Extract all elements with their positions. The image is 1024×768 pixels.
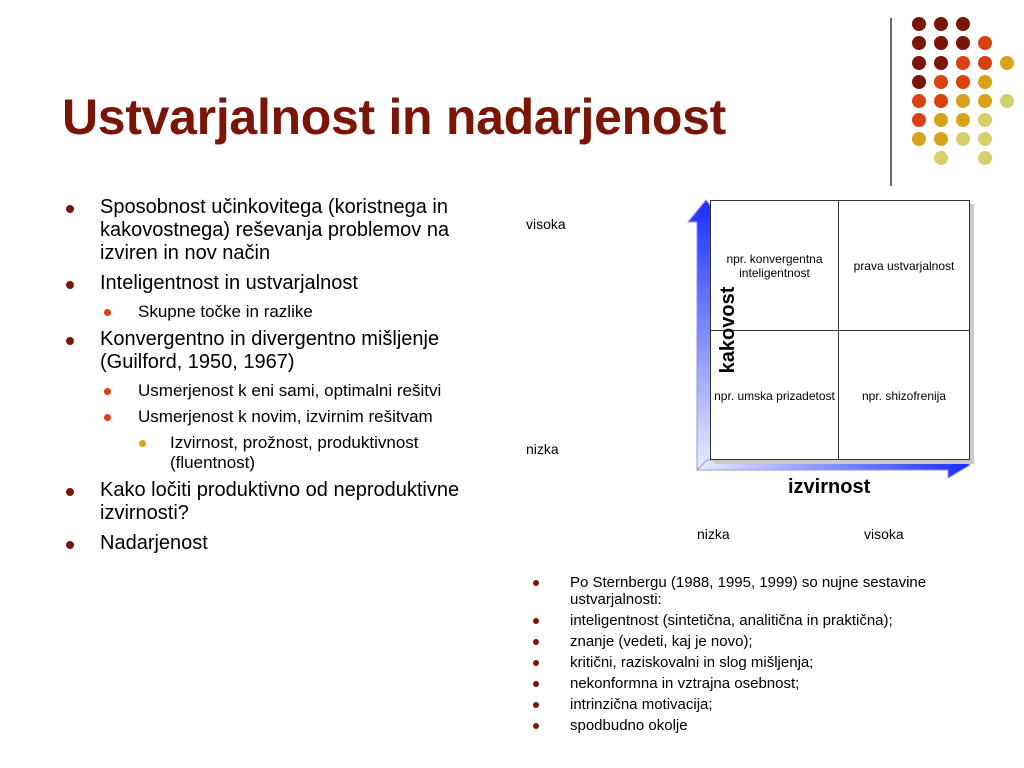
y-high-label: visoka xyxy=(526,216,566,232)
sternberg-bullet: Po Sternbergu (1988, 1995, 1999) so nujne sestavine ustvarjalnosti: xyxy=(530,574,1000,608)
bullet-level-3: Izvirnost, prožnost, produktivnost (fluentnost) xyxy=(62,433,502,473)
sternberg-bullet: nekonformna in vztrajna osebnost; xyxy=(530,675,1000,692)
sternberg-bullet: kritični, raziskovalni in slog mišljenja; xyxy=(530,654,1000,671)
bullet-level-1: Inteligentnost in ustvarjalnost xyxy=(62,272,502,295)
bullet-level-2: Skupne točke in razlike xyxy=(62,302,502,322)
sternberg-bullet-list xyxy=(530,574,1000,738)
cell-top-right: prava ustvarjalnost xyxy=(853,258,955,273)
quadrant-grid xyxy=(710,200,970,460)
bullet-level-2: Usmerjenost k novim, izvirnim rešitvam xyxy=(62,407,502,427)
cell-top-left: npr. konvergentna inteligentnost xyxy=(726,251,823,280)
bullet-level-1: Konvergentno in divergentno mišljenje (Guilford, 1950, 1967) xyxy=(62,328,502,374)
y-axis-label: kakovost xyxy=(717,286,739,374)
bullet-level-1: Nadarjenost xyxy=(62,532,502,555)
x-low-label: nizka xyxy=(697,526,730,542)
y-low-label: nizka xyxy=(526,441,559,457)
cell-bottom-left: npr. umska prizadetost xyxy=(714,388,835,403)
cell-bottom-right: npr. shizofrenija xyxy=(861,388,947,403)
sternberg-bullet: spodbudno okolje xyxy=(530,717,1000,734)
bullet-level-1: Sposobnost učinkovitega (koristnega in kakovostnega) reševanja problemov na izviren in nov način xyxy=(62,196,502,265)
x-high-label: visoka xyxy=(864,526,904,542)
slide-title: Ustvarjalnost in nadarjenost xyxy=(62,89,726,145)
sternberg-bullet: znanje (vedeti, kaj je novo); xyxy=(530,633,1000,650)
bullet-level-1: Kako ločiti produktivno od neproduktivne izvirnosti? xyxy=(62,479,502,525)
sternberg-bullet: intrinzična motivacija; xyxy=(530,696,1000,713)
x-axis-label: izvirnost xyxy=(788,476,871,498)
sternberg-bullet: inteligentnost (sintetična, analitična in praktična); xyxy=(530,612,1000,629)
bullet-level-2: Usmerjenost k eni sami, optimalni rešitvi xyxy=(62,381,502,401)
